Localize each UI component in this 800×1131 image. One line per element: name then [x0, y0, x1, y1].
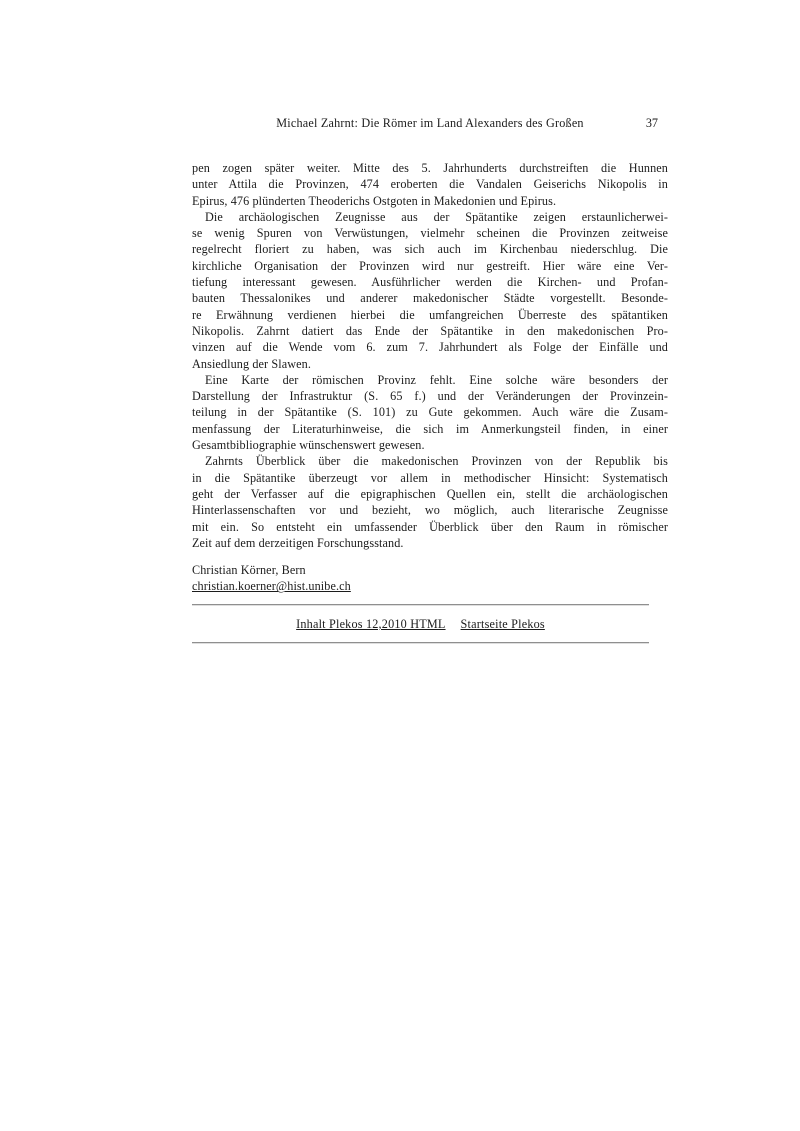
text-line: Eine Karte der römischen Provinz fehlt. Eine solche wäre besonders der: [205, 372, 668, 387]
text-line: re Erwähnung verdienen hierbei die umfangreichen Überreste des spätantiken: [192, 307, 668, 322]
text-line: Die archäologischen Zeugnisse aus der Spätantike zeigen erstaunlicherwei-: [205, 209, 668, 224]
text-line: tiefung interessant gewesen. Ausführlicher werden die Kirchen- und Profan-: [192, 275, 668, 290]
text-line: Gesamtbibliographie wünschenswert gewesen.: [192, 438, 425, 453]
text-line: Darstellung der Infrastruktur (S. 65 f.) und der Veränderungen der Provinzein-: [192, 389, 668, 404]
text-line: Zeit auf dem derzeitigen Forschungsstand.: [192, 535, 404, 550]
text-line: regelrecht floriert zu haben, was sich auch im Kirchenbau niederschlug. Die: [192, 242, 668, 257]
text-line: mit ein. So entsteht ein umfassender Überblick über den Raum in römischer: [192, 519, 668, 534]
inhalt-plekos-link[interactable]: Inhalt Plekos 12,2010 HTML: [296, 617, 446, 631]
top-rule: [192, 604, 649, 606]
footer: [192, 604, 649, 644]
text-line: Nikopolis. Zahrnt datiert das Ende der Spätantike in den makedonischen Pro-: [192, 323, 668, 338]
page-number: 37: [645, 116, 658, 130]
bottom-rule: [192, 642, 649, 644]
article: [192, 160, 668, 595]
signature-block: [192, 562, 668, 595]
text-line: Hinterlassenschaften vor und bezieht, wo möglich, auch literarische Zeugnisse: [192, 503, 668, 518]
text-line: se wenig Spuren von Verwüstungen, vielmehr scheinen die Provinzen zeitweise: [192, 226, 668, 241]
article-body: [192, 160, 668, 551]
text-line: Zahrnts Überblick über die makedonischen Provinzen von der Republik bis: [205, 454, 668, 469]
text-line: geht der Verfasser auf die epigraphischen Quellen ein, stellt die archäologischen: [192, 486, 668, 501]
startseite-plekos-link[interactable]: Startseite Plekos: [460, 617, 545, 631]
text-line: menfassung der Literaturhinweise, die sich im Anmerkungsteil finden, in einer: [192, 421, 668, 436]
text-line: Ansiedlung der Slawen.: [192, 356, 311, 371]
footer-links: [192, 616, 649, 632]
text-line: pen zogen später weiter. Mitte des 5. Jahrhunderts durchstreiften die Hunnen: [192, 161, 668, 175]
text-line: unter Attila die Provinzen, 474 eroberten die Vandalen Geiserichs Nikopolis in: [192, 177, 668, 192]
text-line: vinzen auf die Wende vom 6. zum 7. Jahrhundert als Folge der Einfälle und: [192, 340, 668, 355]
text-line: Epirus, 476 plünderten Theoderichs Ostgoten in Makedonien und Epirus.: [192, 193, 557, 208]
reviewer-name: Christian Körner, Bern: [192, 563, 306, 578]
running-header-title: Michael Zahrnt: Die Römer im Land Alexanders des Großen: [276, 116, 584, 130]
running-header: [192, 115, 668, 131]
text-line: in die Spätantike überzeugt vor allem in methodischer Hinsicht: Systematisch: [192, 470, 668, 485]
text-line: kirchliche Organisation der Provinzen wird nur gestreift. Hier wäre eine Ver-: [192, 258, 668, 273]
text-line: bauten Thessalonikes und anderer makedonischer Städte vorgestellt. Besonde-: [192, 291, 668, 306]
text-line: teilung in der Spätantike (S. 101) zu Gute gekommen. Auch wäre die Zusam-: [192, 405, 668, 420]
email-link[interactable]: christian.koerner@hist.unibe.ch: [192, 579, 351, 594]
